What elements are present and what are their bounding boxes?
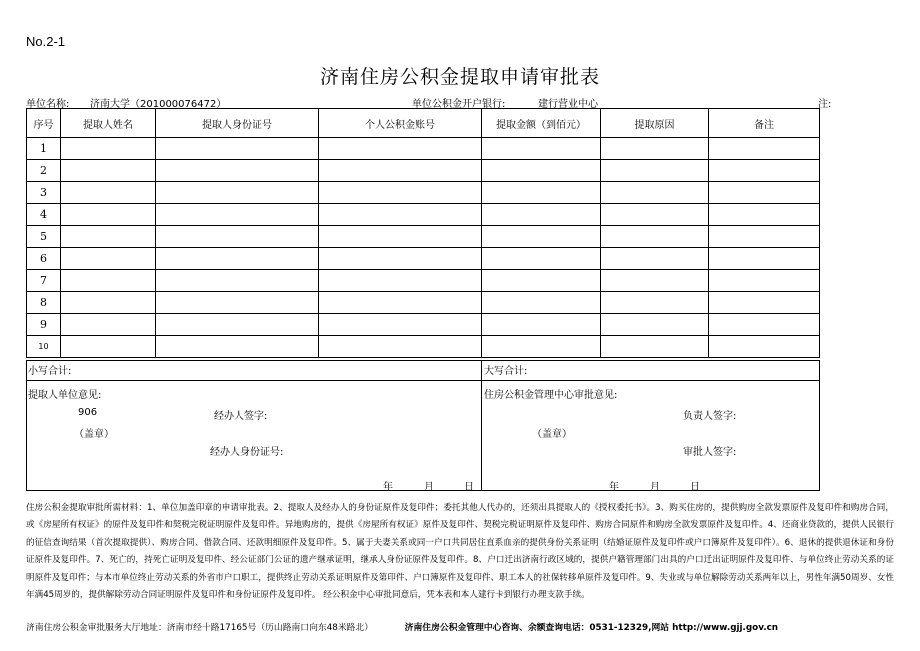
entry-cell[interactable] bbox=[709, 314, 820, 336]
row-number: 5 bbox=[27, 226, 61, 248]
bank-value: 建行营业中心 bbox=[538, 99, 598, 110]
table-row bbox=[27, 336, 820, 358]
entry-cell[interactable] bbox=[61, 138, 156, 160]
entry-cell[interactable] bbox=[601, 292, 709, 314]
entry-cell[interactable] bbox=[61, 248, 156, 270]
center-date-year: 年 bbox=[609, 482, 619, 493]
entry-cell[interactable] bbox=[61, 182, 156, 204]
handler-id-label: 经办人身份证号: bbox=[210, 447, 284, 458]
bank-label: 单位公积金开户银行: bbox=[412, 99, 506, 110]
entry-cell[interactable] bbox=[601, 182, 709, 204]
hotline-website: 济南住房公积金管理中心咨询、余额查询电话：0531-12329,网站 http://www.gjj.gov.cn bbox=[404, 623, 779, 633]
entry-cell[interactable] bbox=[601, 336, 709, 358]
table-row bbox=[27, 314, 820, 336]
entry-cell[interactable] bbox=[156, 270, 319, 292]
entry-cell[interactable] bbox=[482, 204, 601, 226]
entry-cell[interactable] bbox=[156, 314, 319, 336]
column-header: 备注 bbox=[709, 109, 820, 138]
table-row bbox=[27, 226, 820, 248]
entry-cell[interactable] bbox=[319, 292, 482, 314]
form-title: 济南住房公积金提取申请审批表 bbox=[319, 66, 600, 88]
column-header: 提取金额（到佰元） bbox=[482, 109, 601, 138]
column-header: 提取人姓名 bbox=[61, 109, 156, 138]
entry-cell[interactable] bbox=[61, 160, 156, 182]
entry-cell[interactable] bbox=[61, 314, 156, 336]
center-seal-label: （盖章） bbox=[532, 429, 572, 440]
row-number: 6 bbox=[27, 248, 61, 270]
table-row bbox=[27, 182, 820, 204]
entry-cell[interactable] bbox=[156, 336, 319, 358]
unit-date-month: 月 bbox=[424, 482, 434, 493]
unit-seal-label: （盖章） bbox=[74, 429, 114, 440]
entry-cell[interactable] bbox=[709, 270, 820, 292]
entry-cell[interactable] bbox=[319, 314, 482, 336]
center-date-month: 月 bbox=[650, 482, 660, 493]
leader-sign-label: 负责人签字: bbox=[683, 411, 737, 422]
entry-cell[interactable] bbox=[156, 226, 319, 248]
entry-cell[interactable] bbox=[709, 248, 820, 270]
row-number: 2 bbox=[27, 160, 61, 182]
table-row bbox=[27, 248, 820, 270]
handler-sign-label: 经办人签字: bbox=[214, 411, 268, 422]
entry-cell[interactable] bbox=[319, 160, 482, 182]
table-row bbox=[27, 204, 820, 226]
row-number: 7 bbox=[27, 270, 61, 292]
lowercase-total-label: 小写合计: bbox=[28, 366, 72, 377]
withdrawal-table bbox=[26, 108, 820, 358]
entry-cell[interactable] bbox=[156, 138, 319, 160]
entry-cell[interactable] bbox=[482, 292, 601, 314]
row-number: 10 bbox=[27, 336, 61, 358]
entry-cell[interactable] bbox=[709, 160, 820, 182]
entry-cell[interactable] bbox=[156, 182, 319, 204]
center-date-day: 日 bbox=[690, 482, 700, 493]
row-number: 9 bbox=[27, 314, 61, 336]
unit-date-day: 日 bbox=[464, 482, 474, 493]
row-number: 8 bbox=[27, 292, 61, 314]
entry-cell[interactable] bbox=[482, 336, 601, 358]
entry-cell[interactable] bbox=[319, 226, 482, 248]
entry-cell[interactable] bbox=[482, 160, 601, 182]
footer bbox=[26, 620, 778, 633]
entry-cell[interactable] bbox=[61, 204, 156, 226]
table-header-row bbox=[27, 109, 820, 138]
entry-cell[interactable] bbox=[482, 182, 601, 204]
entry-cell[interactable] bbox=[709, 336, 820, 358]
unit-opinion-title: 提取人单位意见: bbox=[28, 390, 102, 401]
column-header: 个人公积金账号 bbox=[319, 109, 482, 138]
column-header: 序号 bbox=[27, 109, 61, 138]
entry-cell[interactable] bbox=[61, 226, 156, 248]
entry-cell[interactable] bbox=[482, 270, 601, 292]
document-number: No.2-1 bbox=[26, 34, 66, 49]
entry-cell[interactable] bbox=[482, 314, 601, 336]
required-materials-notes: 住房公积金提取审批所需材料：1、单位加盖印章的申请审批表。2、提取人及经办人的身份证原件及复印件；委托其他人代办的，还须出具提取人的《授权委托书》。3、购买住房的，提供购房全款发票原件及复印件和购房合同，或《房屋所有权证》的原件及复印件和契税完税证明原件及复印件。异地购房的，提供《房屋所有权证》原件及复印件、契税完税证明原件及复印件、购房合同原件和购房全款发票原件及复印件。4、还商业贷款的，提供人民银行的征信查询结果（首次提取提供）、购房合同、借款合同、还款明细原件及复印件。5、属于夫妻关系或同一户口共同居住直系血亲的提供身份关系证明（结婚证原件及复印件或户口簿原件及复印件）。6、退休的提供退休证和身份证原件及复印件。7、死亡的，持死亡证明及复印件、经公证部门公证的遗产继承证明，继承人身份证原件及复印件。8、户口迁出济南行政区域的，提供户籍管理部门出具的户口迁出证明原件及复印件、与单位终止劳动关系的证明原件及复印件；与本市单位终止劳动关系的外省市户口职工，提供终止劳动关系证明原件及第印件、户口簿原件及复印件、职工本人的社保转移单原件及复印件。9、失业或与单位解除劳动关系两年以上，男性年满50周岁、女性年满45周岁的，提供解除劳动合同证明原件及复印件和身份证原件及复印件。 经公积金中心审批同意后，凭本表和本人建行卡到银行办理支款手续。 bbox=[26, 503, 894, 601]
entry-cell[interactable] bbox=[319, 182, 482, 204]
lowercase-total-cell bbox=[26, 360, 482, 381]
uppercase-total-cell bbox=[481, 360, 820, 381]
entry-cell[interactable] bbox=[319, 270, 482, 292]
unit-name-value: 济南大学（201000076472） bbox=[90, 99, 227, 110]
entry-cell[interactable] bbox=[482, 138, 601, 160]
entry-cell[interactable] bbox=[709, 226, 820, 248]
note-label: 注: bbox=[818, 99, 832, 110]
row-number: 3 bbox=[27, 182, 61, 204]
entry-cell[interactable] bbox=[709, 204, 820, 226]
entry-cell[interactable] bbox=[319, 248, 482, 270]
column-header: 提取人身份证号 bbox=[156, 109, 319, 138]
table-row bbox=[27, 292, 820, 314]
entry-cell[interactable] bbox=[709, 138, 820, 160]
entry-cell[interactable] bbox=[319, 138, 482, 160]
uppercase-total-label: 大写合计: bbox=[484, 366, 528, 377]
entry-cell[interactable] bbox=[319, 336, 482, 358]
unit-date-year: 年 bbox=[383, 482, 393, 493]
entry-cell[interactable] bbox=[601, 314, 709, 336]
entry-cell[interactable] bbox=[601, 248, 709, 270]
table-row bbox=[27, 270, 820, 292]
entry-cell[interactable] bbox=[319, 204, 482, 226]
entry-cell[interactable] bbox=[601, 204, 709, 226]
entry-cell[interactable] bbox=[156, 292, 319, 314]
unit-name-label: 单位名称: bbox=[26, 99, 70, 110]
entry-cell[interactable] bbox=[156, 248, 319, 270]
approver-sign-label: 审批人签字: bbox=[683, 447, 737, 458]
entry-cell[interactable] bbox=[709, 182, 820, 204]
table-row bbox=[27, 138, 820, 160]
entry-cell[interactable] bbox=[61, 270, 156, 292]
entry-cell[interactable] bbox=[61, 336, 156, 358]
entry-cell[interactable] bbox=[709, 292, 820, 314]
table-row bbox=[27, 160, 820, 182]
entry-cell[interactable] bbox=[156, 204, 319, 226]
column-header: 提取原因 bbox=[601, 109, 709, 138]
entry-cell[interactable] bbox=[482, 248, 601, 270]
entry-cell[interactable] bbox=[482, 226, 601, 248]
row-number: 4 bbox=[27, 204, 61, 226]
unit-code: 906 bbox=[78, 407, 98, 418]
entry-cell[interactable] bbox=[156, 160, 319, 182]
entry-cell[interactable] bbox=[601, 160, 709, 182]
entry-cell[interactable] bbox=[61, 292, 156, 314]
entry-cell[interactable] bbox=[601, 138, 709, 160]
entry-cell[interactable] bbox=[601, 226, 709, 248]
service-hall-address: 济南住房公积金审批服务大厅地址：济南市经十路17165号（历山路南口向东48米路北） bbox=[26, 623, 374, 633]
row-number: 1 bbox=[27, 138, 61, 160]
entry-cell[interactable] bbox=[601, 270, 709, 292]
center-opinion-title: 住房公积金管理中心审批意见: bbox=[484, 390, 618, 401]
